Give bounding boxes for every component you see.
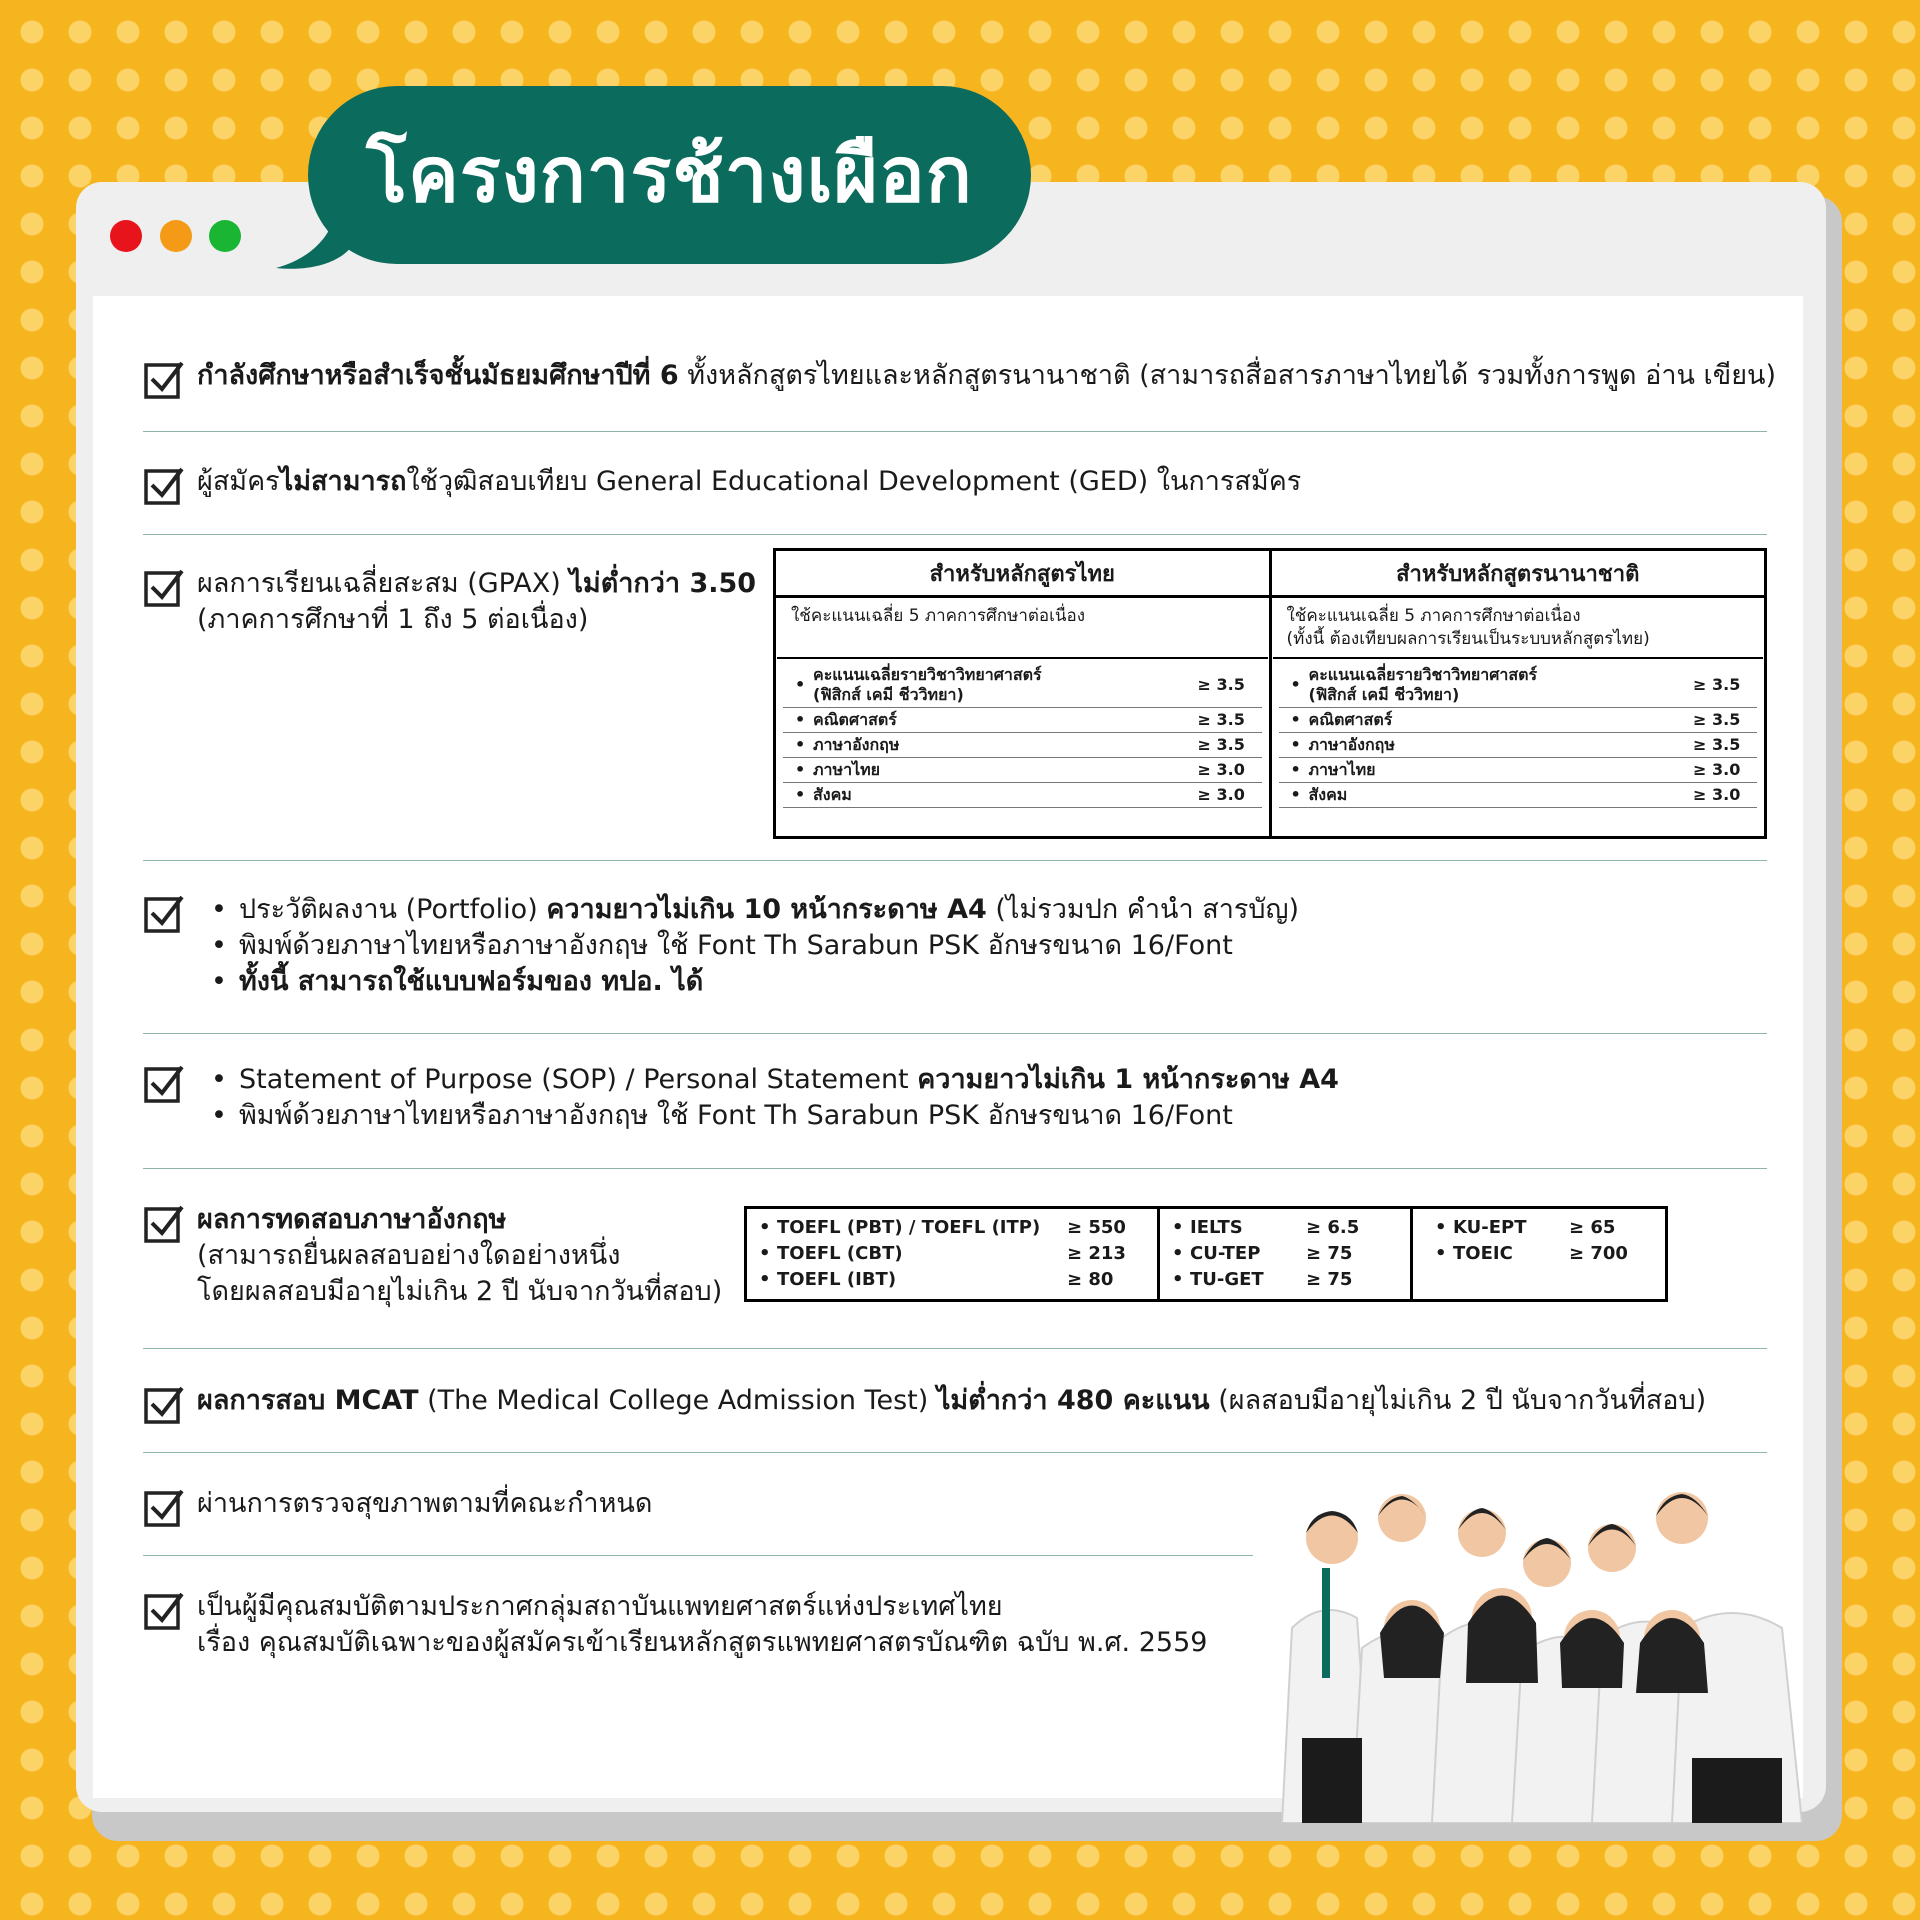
checkbox-checked-icon [143, 1383, 185, 1425]
list-item: • คณิตศาสตร์ ≥ 3.5 [783, 708, 1262, 733]
gpa-requirement-table [773, 548, 1767, 839]
list-item: • TU-GET ≥ 75 [1170, 1267, 1400, 1293]
divider [143, 1452, 1767, 1453]
page-title: โครงการช้างเผือก [366, 130, 973, 219]
checkbox-checked-icon [143, 1486, 185, 1528]
list-item: • ภาษาไทย ≥ 3.0 [1279, 758, 1758, 783]
thai-note: ใช้คะแนนเฉลี่ย 5 ภาคการศึกษาต่อเนื่อง [791, 606, 1086, 626]
close-dot-icon[interactable] [110, 220, 142, 252]
divider [143, 1033, 1767, 1034]
checkbox-checked-icon [143, 358, 185, 400]
checkbox-checked-icon [143, 1062, 185, 1104]
list-item: • ภาษาอังกฤษ ≥ 3.5 [1279, 733, 1758, 758]
divider [143, 1168, 1767, 1169]
req1-bold: กำลังศึกษาหรือสำเร็จชั้นมัธยมศึกษาปีที่ 6 [197, 360, 679, 391]
students-group-photo [1262, 1478, 1822, 1823]
ielts-column [1159, 1208, 1412, 1301]
minimize-dot-icon[interactable] [160, 220, 192, 252]
divider [143, 431, 1767, 432]
checkbox-checked-icon [143, 566, 185, 608]
list-item: • พิมพ์ด้วยภาษาไทยหรือภาษาอังกฤษ ใช้ Font Th Sarabun PSK อักษรขนาด 16/Font [209, 1098, 1339, 1134]
divider [143, 860, 1767, 861]
req3-pre: ผลการเรียนเฉลี่ยสะสม (GPAX) [197, 568, 570, 599]
maximize-dot-icon[interactable] [209, 220, 241, 252]
req2-pre: ผู้สมัคร [197, 466, 280, 497]
checkbox-checked-icon [143, 464, 185, 506]
req8-text: ผ่านการตรวจสุขภาพตามที่คณะกำหนด [197, 1488, 653, 1519]
checkbox-checked-icon [143, 1589, 185, 1631]
list-item: • Statement of Purpose (SOP) / Personal Statement ความยาวไม่เกิน 1 หน้ากระดาษ A4 [209, 1062, 1339, 1098]
inter-note: ใช้คะแนนเฉลี่ย 5 ภาคการศึกษาต่อเนื่อง [1286, 606, 1581, 626]
thai-subject-list [777, 659, 1268, 814]
title-bubble [308, 86, 1031, 264]
req2-text: ใช้วุฒิสอบเทียบ General Educational Development (GED) ในการสมัคร [406, 466, 1302, 497]
inter-note-2: (ทั้งนี้ ต้องเทียบผลการเรียนเป็นระบบหลักสูตรไทย) [1286, 629, 1650, 649]
english-test-table [744, 1206, 1668, 1302]
international-program-header: สำหรับหลักสูตรนานาชาติ [1270, 550, 1766, 597]
list-item: • CU-TEP ≥ 75 [1170, 1241, 1400, 1267]
req2-bold: ไม่สามารถ [279, 466, 407, 497]
list-item: • คณิตศาสตร์ ≥ 3.5 [1279, 708, 1758, 733]
list-item: • TOEFL (CBT) ≥ 213 [757, 1241, 1147, 1267]
divider [143, 534, 1767, 535]
list-item: • TOEFL (IBT) ≥ 80 [757, 1267, 1147, 1293]
req3-bold: ไม่ต่ำกว่า 3.50 [569, 568, 757, 599]
list-item: • ภาษาอังกฤษ ≥ 3.5 [783, 733, 1262, 758]
checkbox-checked-icon [143, 892, 185, 934]
list-item: • คะแนนเฉลี่ยรายวิชาวิทยาศาสตร์ (ฟิสิกส์ เคมี ชีววิทยา) ≥ 3.5 [1279, 663, 1758, 708]
list-item: • พิมพ์ด้วยภาษาไทยหรือภาษาอังกฤษ ใช้ Font Th Sarabun PSK อักษรขนาด 16/Font [209, 928, 1299, 964]
list-item: • สังคม ≥ 3.0 [1279, 783, 1758, 808]
req6-bold: ผลการทดสอบภาษาอังกฤษ [197, 1204, 507, 1235]
toefl-column [746, 1208, 1159, 1301]
list-item: • สังคม ≥ 3.0 [783, 783, 1262, 808]
checkbox-checked-icon [143, 1202, 185, 1244]
divider [143, 1555, 1253, 1556]
divider [143, 1348, 1767, 1349]
inter-subject-list [1273, 659, 1764, 814]
list-item: • คะแนนเฉลี่ยรายวิชาวิทยาศาสตร์ (ฟิสิกส์ เคมี ชีววิทยา) ≥ 3.5 [783, 663, 1262, 708]
list-item: • ประวัติผลงาน (Portfolio) ความยาวไม่เกิน 10 หน้ากระดาษ A4 (ไม่รวมปก คำนำ สารบัญ) [209, 892, 1299, 928]
list-item: • ภาษาไทย ≥ 3.0 [783, 758, 1262, 783]
list-item: • TOEFL (PBT) / TOEFL (ITP) ≥ 550 [757, 1215, 1147, 1241]
thai-program-header: สำหรับหลักสูตรไทย [775, 550, 1271, 597]
list-item: • ทั้งนี้ สามารถใช้แบบฟอร์มของ ทปอ. ได้ [209, 964, 1299, 1000]
req3-line2: (ภาคการศึกษาที่ 1 ถึง 5 ต่อเนื่อง) [197, 604, 589, 635]
list-item: • IELTS ≥ 6.5 [1170, 1215, 1400, 1241]
list-item: • KU-EPT ≥ 65 [1433, 1215, 1655, 1241]
list-item: • TOEIC ≥ 700 [1433, 1241, 1655, 1267]
req1-text: ทั้งหลักสูตรไทยและหลักสูตรนานาชาติ (สามารถสื่อสารภาษาไทยได้ รวมทั้งการพูด อ่าน เขียน) [678, 360, 1777, 391]
other-tests-column [1412, 1208, 1667, 1301]
